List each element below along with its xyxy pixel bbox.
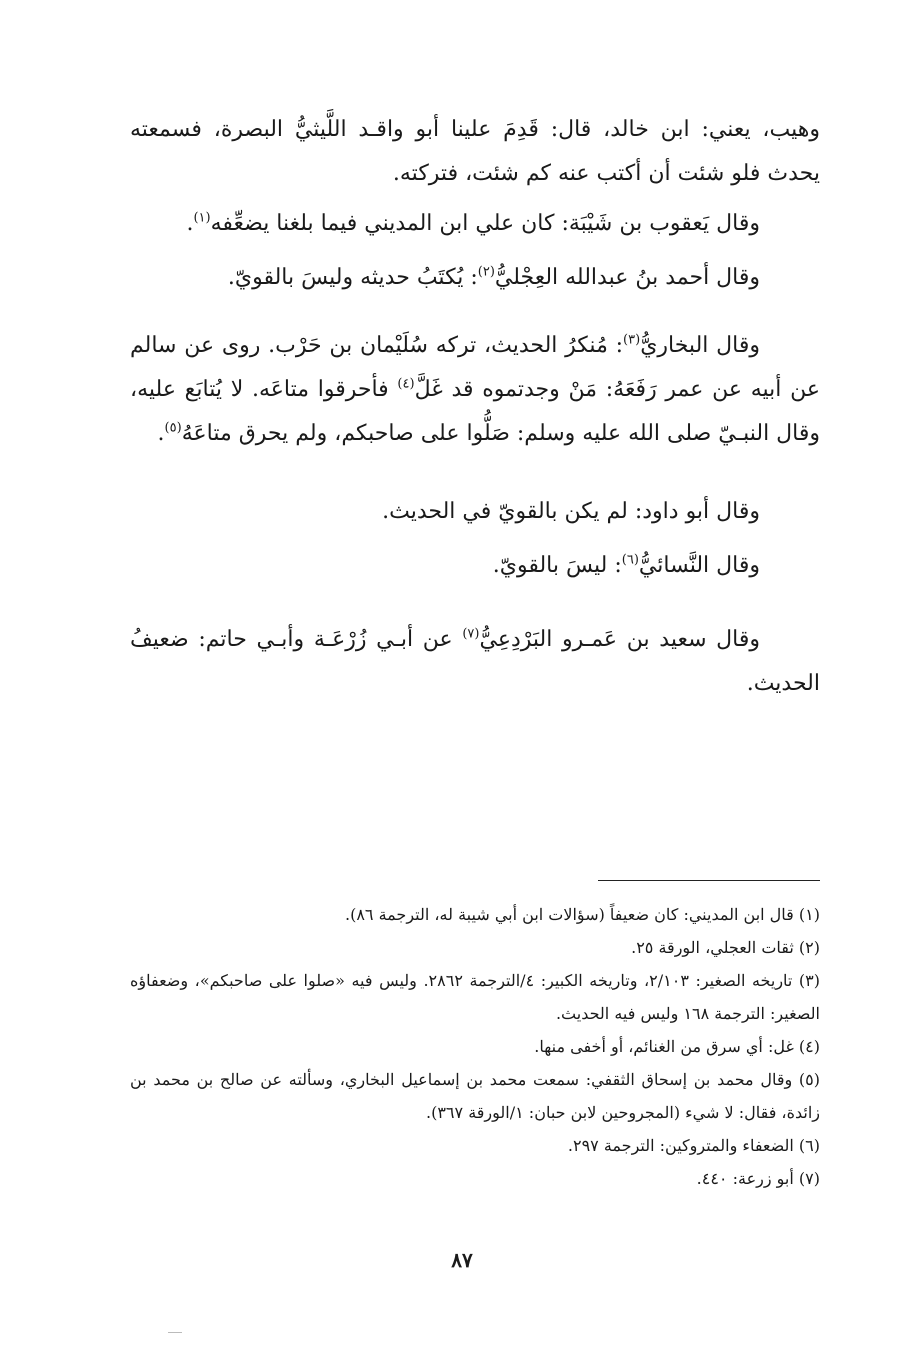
footnotes: [130, 898, 820, 1195]
footnote-ref-1[interactable]: (١): [193, 210, 211, 226]
paragraph-6-text: وقال النَّسائيُّ: [638, 553, 760, 578]
paragraph-4-text: وقال البخاريُّ: [640, 333, 760, 358]
footnote-4: (٤) غل: أي سرق من الغنائم، أو أخفى منها.: [534, 1037, 820, 1056]
footnote-7: (٧) أبو زرعة: ٤٤٠.: [696, 1169, 820, 1188]
paragraph-2: [130, 202, 820, 246]
paragraph-4: [130, 324, 820, 456]
paragraph-1: وهيب، يعني: ابن خالد، قال: قَدِمَ علينا أبو واقـد اللَّيثيُّ البصرة، فسمعته يحدث فلو شئت أن أكتب عنه كم شئت، فتركته.: [130, 117, 820, 186]
footnote-5: (٥) وقال محمد بن إسحاق الثقفي: سمعت محمد بن إسماعيل البخاري، وسألته عن صالح بن محمد بن زائدة، فقال: لا شيء (المجروحين لابن حبان: ١/الورقة ٣٦٧).: [130, 1070, 820, 1122]
footnote-ref-2[interactable]: (٢): [477, 264, 495, 280]
footnote-6: (٦) الضعفاء والمتروكين: الترجمة ٢٩٧.: [567, 1136, 820, 1155]
paragraph-6: [130, 544, 820, 588]
paragraph-7-end: عن أبـي زُرْعَـة وأبـي حاتم: ضعيفُ الحديث.: [130, 627, 820, 696]
paragraph-3: [130, 256, 820, 300]
paragraph-7-text: وقال سعيد بن عَمـرو البَرْدِعِيُّ: [479, 627, 760, 652]
paragraph-5: وقال أبو داود: لم يكن بالقويّ في الحديث.: [382, 499, 760, 524]
main-text: [130, 108, 820, 706]
scan-mark: [168, 1332, 182, 1333]
paragraph-3-end: : يُكتَبُ حديثه وليسَ بالقويّ.: [227, 265, 478, 290]
paragraph-3-text: وقال أحمد بنُ عبدالله العِجْليُّ: [494, 265, 760, 290]
footnote-1: (١) قال ابن المديني: كان ضعيفاً (سؤالات ابن أبي شيبة له، الترجمة ٨٦).: [345, 905, 820, 924]
footnote-ref-4[interactable]: (٤): [397, 376, 415, 392]
paragraph-2-end: .: [186, 211, 194, 236]
paragraph-4-end: .: [157, 421, 165, 446]
footnote-separator: [598, 880, 820, 881]
footnote-ref-3[interactable]: (٣): [623, 332, 641, 348]
paragraph-6-end: : ليسَ بالقويّ.: [492, 553, 622, 578]
paragraph-2-text: وقال يَعقوب بن شَيْبَة: كان علي ابن المديني فيما بلغنا يضعِّفه: [210, 211, 760, 236]
footnote-3: (٣) تاريخه الصغير: ٢/١٠٣، وتاريخه الكبير: ٤/الترجمة ٢٨٦٢. وليس فيه «صلوا على صاحبكم»، وضعفاؤه الصغير: الترجمة ١٦٨ وليس فيه الحديث.: [130, 971, 821, 1023]
page-number: ٨٧: [451, 1248, 473, 1272]
footnote-ref-7[interactable]: (٧): [462, 626, 480, 642]
footnote-ref-6[interactable]: (٦): [621, 552, 639, 568]
paragraph-7: [130, 618, 820, 706]
paragraph-4-mid: : مُنكرُ الحديث، تركه سُلَيْمان بن حَرْب. روى عن سالم عن أبيه عن عمر رَفَعَهُ: مَنْ وجدتموه قد غَلَّ: [130, 333, 821, 402]
footnote-ref-5[interactable]: (٥): [164, 420, 182, 436]
paragraph-4-mid2: فأحرقوا متاعَه. لا يُتابَع عليه، وقال النبـيّ صلى الله عليه وسلم: صَلُّوا على صاحبكم، ولم يحرق متاعَهُ: [130, 377, 820, 446]
footnote-2: (٢) ثقات العجلي، الورقة ٢٥.: [631, 938, 820, 957]
